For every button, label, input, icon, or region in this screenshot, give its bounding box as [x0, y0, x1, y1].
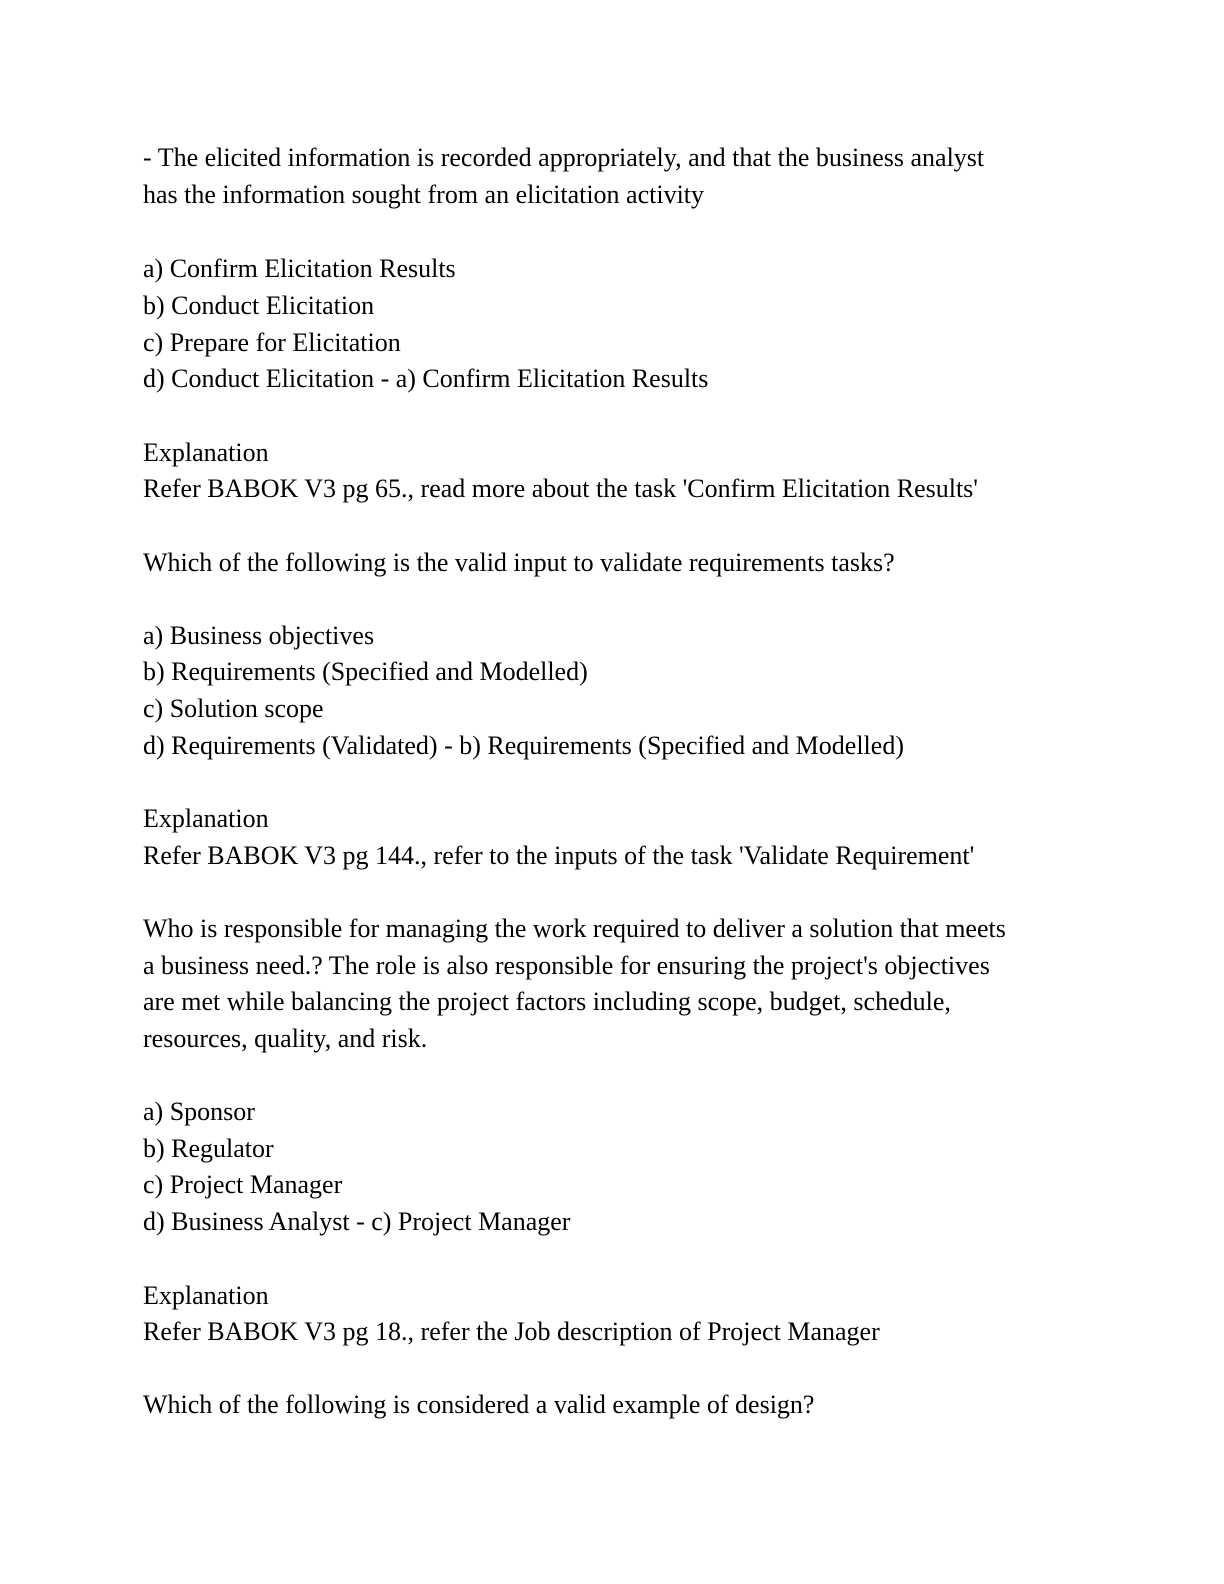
question-1-option-d-with-answer: d) Conduct Elicitation - a) Confirm Elicitation Results — [143, 364, 709, 393]
question-3-option-d-with-answer: d) Business Analyst - c) Project Manager — [143, 1207, 571, 1236]
question-1-explanation-text: Refer BABOK V3 pg 65., read more about the task 'Confirm Elicitation Results' — [143, 474, 978, 503]
question-2-option-d-with-answer: d) Requirements (Validated) - b) Requirements (Specified and Modelled) — [143, 731, 904, 760]
question-3-option-b: b) Regulator — [143, 1134, 274, 1163]
question-3-stem-line-3: are met while balancing the project factors including scope, budget, schedule, — [143, 987, 951, 1016]
question-2-explanation-text: Refer BABOK V3 pg 144., refer to the inputs of the task 'Validate Requirement' — [143, 841, 975, 870]
question-4-stem-line-1: Which of the following is considered a valid example of design? — [143, 1390, 815, 1419]
question-3-option-a: a) Sponsor — [143, 1097, 255, 1126]
question-2-option-b: b) Requirements (Specified and Modelled) — [143, 657, 588, 686]
question-1-option-a: a) Confirm Elicitation Results — [143, 254, 456, 283]
question-3-explanation-text: Refer BABOK V3 pg 18., refer the Job description of Project Manager — [143, 1317, 880, 1346]
question-1-option-c: c) Prepare for Elicitation — [143, 328, 401, 357]
question-1-stem-line-1: - The elicited information is recorded appropriately, and that the business analyst — [143, 143, 985, 172]
question-3-explanation-heading: Explanation — [143, 1281, 269, 1310]
question-3-stem-line-4: resources, quality, and risk. — [143, 1024, 428, 1053]
question-2-option-c: c) Solution scope — [143, 694, 324, 723]
question-3-stem-line-1: Who is responsible for managing the work required to deliver a solution that meets — [143, 914, 1006, 943]
question-1-explanation-heading: Explanation — [143, 438, 269, 467]
question-2-explanation-heading: Explanation — [143, 804, 269, 833]
question-1-stem-line-2: has the information sought from an elicitation activity — [143, 180, 705, 209]
question-3-option-c: c) Project Manager — [143, 1170, 343, 1199]
question-2-option-a: a) Business objectives — [143, 621, 375, 650]
question-1-option-b: b) Conduct Elicitation — [143, 291, 375, 320]
question-3-stem-line-2: a business need.? The role is also responsible for ensuring the project's objectives — [143, 951, 990, 980]
question-2-stem-line-1: Which of the following is the valid input to validate requirements tasks? — [143, 548, 895, 577]
